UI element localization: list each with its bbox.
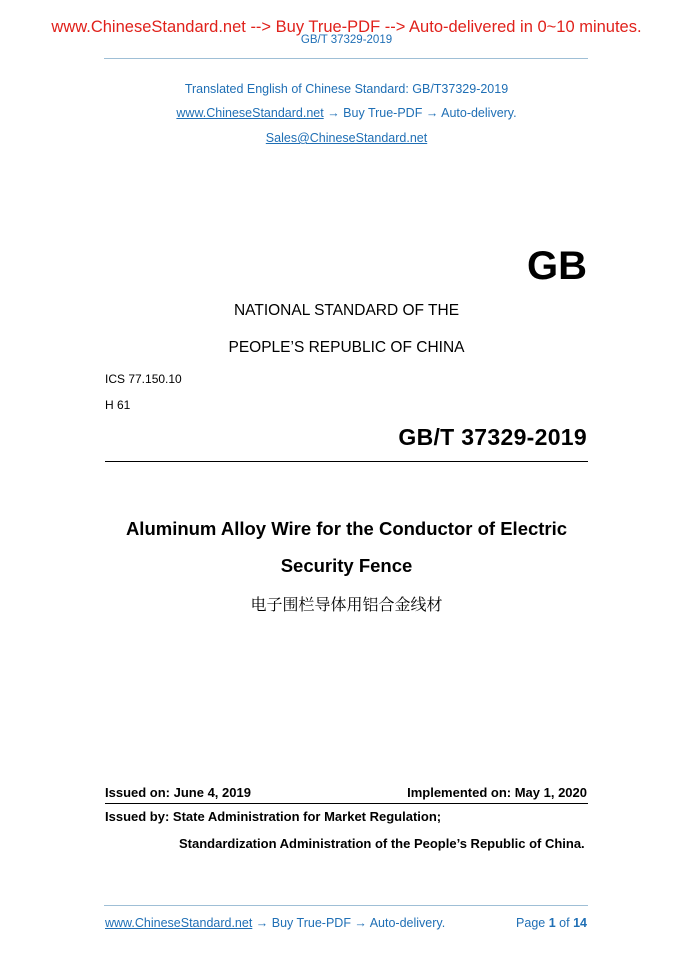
footer-delivery-text: → Buy True-PDF → Auto-delivery. <box>255 916 446 930</box>
ics-code: ICS 77.150.10 <box>105 372 182 386</box>
page-of: of <box>559 916 570 930</box>
email-line <box>0 131 693 145</box>
issued-by: Issued by: State Administration for Market Regulation; <box>105 809 442 824</box>
header-rule <box>104 58 588 59</box>
standard-number: GB/T 37329-2019 <box>398 424 587 450</box>
page-indicator <box>516 916 587 930</box>
implemented-on: Implemented on: May 1, 2020 <box>407 785 587 800</box>
document-title-line1: Aluminum Alloy Wire for the Conductor of Electric <box>125 518 568 539</box>
delivery-text: → Buy True-PDF → Auto-delivery. <box>327 106 517 120</box>
ccs-code: H 61 <box>105 398 131 412</box>
header-links <box>0 106 693 120</box>
footer-links <box>105 916 445 930</box>
standard-number-rule <box>105 461 588 462</box>
site-link[interactable]: www.ChineseStandard.net <box>176 106 324 120</box>
page-total: 14 <box>573 916 587 930</box>
national-standard-line2: PEOPLE’S REPUBLIC OF CHINA <box>228 339 465 356</box>
promo-banner[interactable]: www.ChineseStandard.net --> Buy True-PDF --> Auto-delivered in 0~10 minutes. <box>51 18 642 36</box>
running-header-code: GB/T 37329-2019 <box>300 34 393 46</box>
document-title-line2: Security Fence <box>280 555 413 576</box>
translated-note: Translated English of Chinese Standard: GB/T37329-2019 <box>184 82 509 96</box>
gb-logo: GB <box>527 244 587 288</box>
footer-rule <box>104 905 588 906</box>
issued-on: Issued on: June 4, 2019 <box>105 785 251 800</box>
page-current: 1 <box>548 916 556 930</box>
email-link[interactable]: Sales@ChineseStandard.net <box>265 131 428 145</box>
national-standard-line1: NATIONAL STANDARD OF THE <box>233 302 460 319</box>
dates-rule <box>105 803 588 804</box>
document-title-chinese: 电子围栏导体用铝合金线材 <box>250 597 443 614</box>
issued-by-second: Standardization Administration of the People’s Republic of China. <box>179 836 585 851</box>
page-label: Page <box>516 916 546 930</box>
footer-site-link[interactable]: www.ChineseStandard.net <box>105 916 253 930</box>
